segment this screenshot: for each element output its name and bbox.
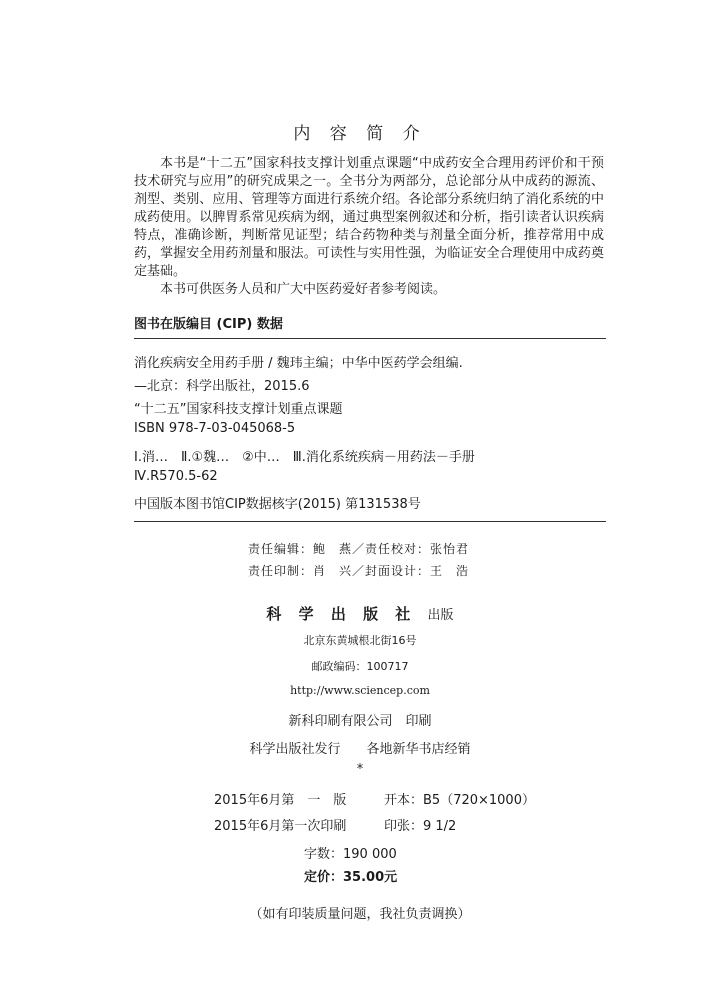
page-title: 内 容 简 介 — [293, 124, 427, 144]
word-count: 字数：190 000 — [304, 847, 397, 862]
credits-line: 责任编辑：鲍 燕／责任校对：张怡君 — [248, 542, 470, 556]
cip-line: 中国版本图书馆CIP数据核字(2015) 第131538号 — [134, 497, 421, 512]
cip-top-rule — [134, 338, 606, 339]
credits-line: 责任印制：肖 兴／封面设计：王 浩 — [248, 564, 470, 578]
publisher-name-text: 科 学 出 版 社 — [266, 605, 417, 623]
format-size: 开本：B5（720×1000） — [384, 793, 535, 808]
summary-paragraph: 本书可供医务人员和广大中医药爱好者参考阅读。 — [160, 282, 447, 297]
cip-line: ISBN 978-7-03-045068-5 — [134, 421, 296, 436]
cip-line: 消化疾病安全用药手册 / 魏玮主编；中华中医药学会组编. — [134, 356, 463, 371]
publisher-postcode: 邮政编码：100717 — [311, 660, 409, 673]
cip-line: —北京：科学出版社，2015.6 — [134, 379, 310, 394]
cip-bottom-rule — [134, 521, 606, 522]
publisher-address: 北京东黄城根北街16号 — [303, 634, 417, 647]
edition-date: 2015年6月第 一 版 — [214, 793, 347, 808]
printed-sheets: 印张：9 1/2 — [384, 819, 457, 834]
price: 定价：35.00元 — [304, 870, 398, 885]
publisher-name — [0, 603, 720, 624]
printing-date: 2015年6月第一次印刷 — [214, 819, 347, 834]
separator-asterisk: * — [356, 762, 364, 777]
printer-line: 新科印刷有限公司 印刷 — [288, 714, 432, 729]
cip-line: “十二五”国家科技支撑计划重点课题 — [134, 402, 343, 417]
cip-line: Ⅳ.R570.5-62 — [134, 469, 218, 484]
publisher-suffix: 出版 — [427, 608, 454, 623]
summary-section — [134, 155, 604, 299]
cip-heading: 图书在版编目 (CIP) 数据 — [134, 317, 283, 332]
cip-line: Ⅰ.消… Ⅱ.①魏… ②中… Ⅲ.消化系统疾病－用药法－手册 — [134, 450, 475, 465]
distribution-line: 科学出版社发行 各地新华书店经销 — [249, 742, 471, 757]
summary-paragraph: 本书是“十二五”国家科技支撑计划重点课题“中成药安全合理用药评价和干预技术研究与应用”的研究成果之一。全书分为两部分，总论部分从中成药的源流、剂型、类别、应用、管理等方面进行系统介绍。各论部分系统归纳了消化系统的中成药使用。以脾胃系常见疾病为纲，通过典型案例叙述和分析，指引读者认识疾病特点，准确诊断，判断常见证型；结合药物种类与剂量全面分析，推荐常用中成药，掌握安全用药剂量和服法。可读性与实用性强，为临证安全合理使用中成药奠定基础。 — [134, 156, 604, 279]
quality-notice: （如有印装质量问题，我社负责调换） — [249, 907, 471, 922]
publisher-website: http://www.sciencep.com — [290, 684, 430, 697]
